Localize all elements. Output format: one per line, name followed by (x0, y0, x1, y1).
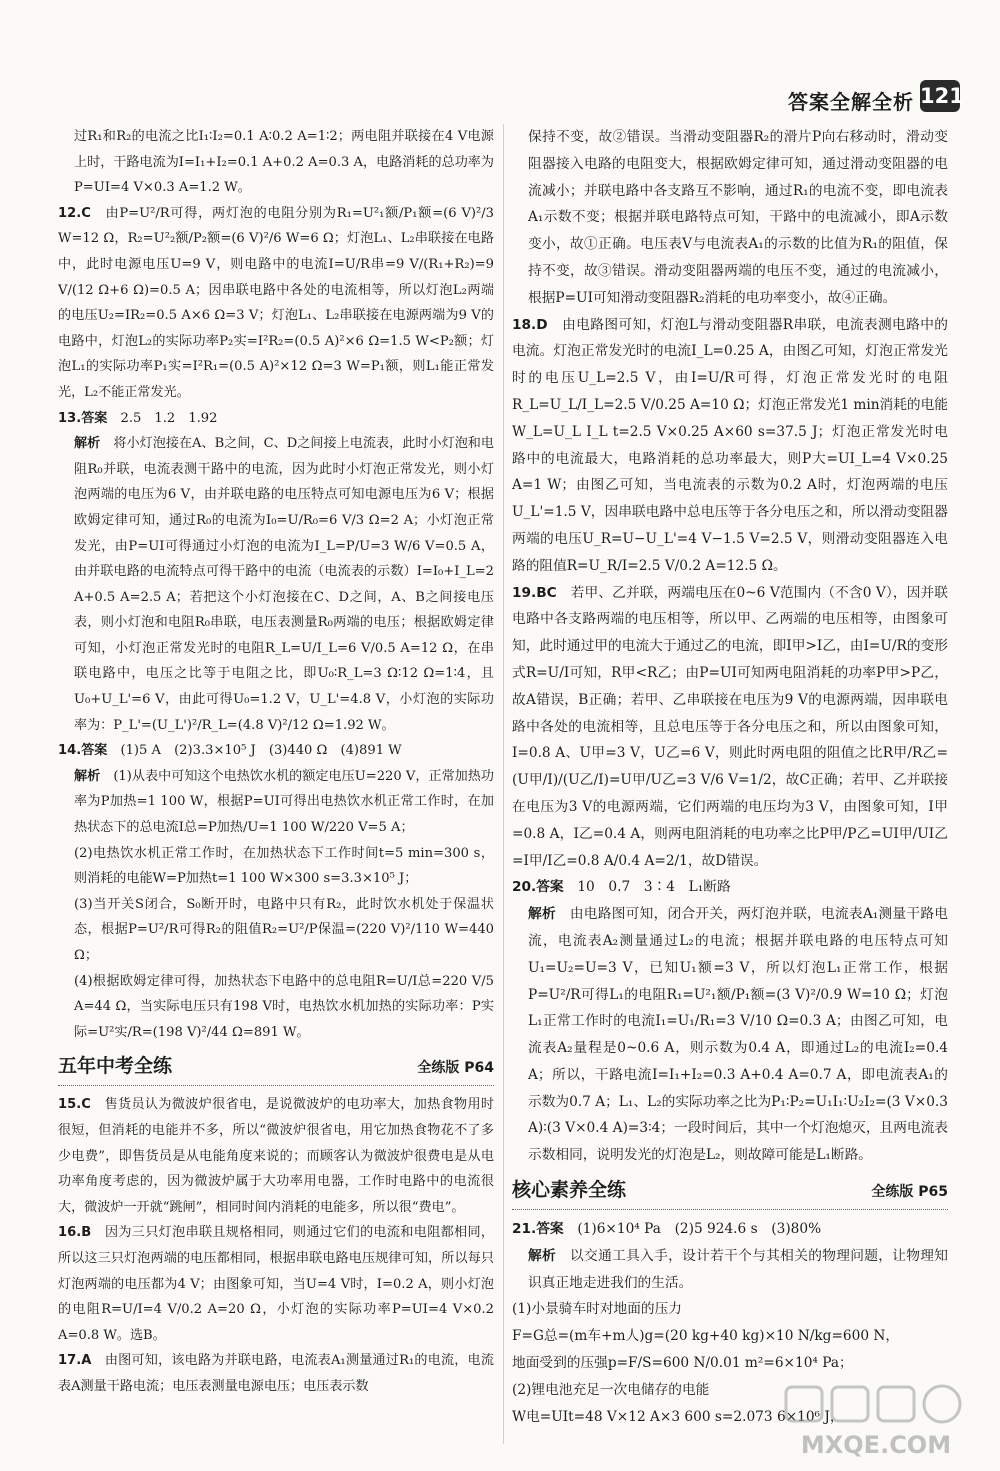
question-number: 20.答案 (512, 879, 564, 896)
section-title: 五年中考全练 (58, 1055, 173, 1078)
answer-item (512, 312, 948, 580)
paragraph-text: (4)根据欧姆定律可得，加热状态下电路中的总电阻R=U/I总=220 V/5 A=44 Ω，当实际电压只有198 V时，电热饮水机加热的实际功率：P实际=U²实/R=(198 V)²/44 Ω=891 W。 (74, 973, 494, 1040)
question-number: 16.B (58, 1225, 92, 1241)
answer-paragraph (58, 764, 494, 841)
answer-paragraph (512, 1243, 948, 1297)
paragraph-text: 因为三只灯泡串联且规格相同，则通过它们的电流和电阻都相同，所以这三只灯泡两端的电压都相同，根据串联电路电压规律可知，所以每只灯泡两端的电压都为4 V；由图象可知，当U=4 V时，I=0.2 A，则小灯泡的电阻R=U/I=4 V/0.2 A=20 Ω，小灯泡的实际功率P=UI=4 V×0.2 A=0.8 W。选B。 (58, 1225, 495, 1343)
analysis-label: 解析 (528, 1247, 557, 1264)
paragraph-text: 由图可知，该电路为并联电路，电流表A₁测量通过R₁的电流，电流表A测量干路电流；电压表测量电源电压；电压表示数 (58, 1353, 495, 1394)
paragraph-text: (1)从表中可知这个电热饮水机的额定电压U=220 V，正常加热功率为P加热=1 100 W，根据P=UI可得出电热饮水机正常工作时，在加热状态下的总电流I总=P加热/U=1 100 W/220 V=5 A； (74, 768, 494, 836)
answer-paragraph (512, 1323, 948, 1350)
page-header (0, 0, 1000, 122)
header-title: 答案全解全析 (788, 90, 914, 114)
paragraph-text: 售货员认为微波炉很省电，是说微波炉的电功率大，加热食物用时很短，但消耗的电能并不多，所以“微波炉很省电，用它加热食物花不了多少电费”，即售货员是从电能角度来说的；而顾客认为微波炉很费电是从电功率角度考虑的，因为微波炉属于大功率用电器，工作时电路中的电流很大，微波炉一开就“跳闸”，相同时间内消耗的电能多，所以很“费电”。 (58, 1097, 495, 1215)
answer-item (58, 1348, 494, 1399)
answer-paragraph (58, 841, 494, 892)
paragraph-text: F=G总=(m车+m人)g=(20 kg+40 kg)×10 N/kg=600 N， (512, 1328, 900, 1345)
paragraph-text: (2)电热饮水机正常工作时，在加热状态下工作时间t=5 min=300 s，则消耗的电能W=P加热t=1 100 W×300 s=3.3×10⁵ J； (74, 845, 494, 887)
answer-item (512, 1216, 948, 1243)
paragraph-text: (1)6×10⁴ Pa (2)5 924.6 s (3)80% (577, 1221, 822, 1238)
answer-item (512, 580, 948, 875)
paragraph-text: 保持不变，故②错误。当滑动变阻器R₂的滑片P向右移动时，滑动变阻器接入电路的电阻变大，根据欧姆定律可知，通过滑动变阻器的电流减小；并联电路中各支路互不影响，通过R₁的电流不变，即电流表A₁示数不变；根据并联电路特点可知，干路中的电流减小，即A示数变小，故①正确。电压表V与电流表A₁的示数的比值为R₁的阻值，保持不变，故③错误。滑动变阻器两端的电压不变，通过的电流减小，根据P=UI可知滑动变阻器R₂消耗的电功率变小，故④正确。 (528, 129, 948, 306)
section-heading (512, 1175, 948, 1210)
answer-paragraph (512, 901, 948, 1169)
paragraph-text: (3)当开关S闭合，S₀断开时，电路中只有R₂，此时饮水机处于保温状态，根据P=U²/R可得R₂的阻值R₂=U²/P保温=(220 V)²/110 W=440 Ω； (74, 896, 494, 963)
answer-paragraph (512, 124, 948, 312)
paragraph-text: 10 0.7 3∶4 L₁断路 (577, 879, 731, 896)
watermark-text: MXQE.COM (800, 1431, 952, 1459)
paragraph-text: (1)小景骑车时对地面的压力 (512, 1301, 682, 1318)
analysis-label: 解析 (74, 768, 101, 784)
paragraph-text: 由P=U²/R可得，两灯泡的电阻分别为R₁=U²₁额/P₁额=(6 V)²/3 W=12 Ω，R₂=U²₂额/P₂额=(6 V)²/6 W=6 Ω；灯泡L₁、L₂串联接在电路中，此时电源电压U=9 V，则电路中的电流I=U/R串=9 V/(R₁+R₂)=9 V/(12 Ω+6 Ω)=0.5 A；因串联电路中各处的电流相等，所以灯泡L₂两端的电压U₂=IR₂=0.5 A×6 Ω=3 V；灯泡L₁、L₂串联接在电源两端为9 V的电路中，灯泡L₂的实际功率P₂实=I²R₂=(0.5 A)²×6 Ω=1.5 W<P₂额；灯泡L₁的实际功率P₁实=I²R₁=(0.5 A)²×12 Ω=3 W=P₁额，则L₁能正常发光，L₂不能正常发光。 (58, 205, 495, 400)
answer-item (58, 406, 494, 432)
paragraph-text: W电=UIt=48 V×12 A×3 600 s=2.073 6×10⁶ J， (512, 1408, 844, 1425)
question-number: 21.答案 (512, 1221, 564, 1238)
question-number: 13.答案 (58, 410, 108, 426)
question-number: 12.C (58, 205, 91, 221)
paragraph-text: 将小灯泡接在A、B之间，C、D之间接上电流表，此时小灯泡和电阻R₀并联，电流表测干路中的电流，因为此时小灯泡正常发光，则小灯泡两端的电压为6 V，由并联电路的电压特点可知电源电压为6 V；根据欧姆定律可知，通过R₀的电流为I₀=U/R₀=6 V/3 Ω=2 A；小灯泡正常发光，由P=UI可得通过小灯泡的电流为I_L=P/U=3 W/6 V=0.5 A，由并联电路的电流特点可得干路中的电流（电流表的示数）I=I₀+I_L=2 A+0.5 A=2.5 A；若把这个小灯泡接在C、D之间，A、B之间接电压表，则小灯泡和电阻R₀串联，电压表测量R₀两端的电压；根据欧姆定律可知，小灯泡正常发光时的电阻R_L=U/I_L=6 V/0.5 A=12 Ω，在串联电路中，电压之比等于电阻之比，即U₀∶R_L=3 Ω∶12 Ω=1∶4，且U₀+U_L'=6 V，由此可得U₀=1.2 V，U_L'=4.8 V，小灯泡的实际功率为：P_L'=(U_L')²/R_L=(4.8 V)²/12 Ω=1.92 W。 (74, 436, 495, 733)
paragraph-text: 由电路图可知，灯泡L与滑动变阻器R串联，电流表测电路中的电流。灯泡正常发光时的电流I_L=0.25 A，由图乙可知，灯泡正常发光时的电压U_L=2.5 V，由I=U/R可得，灯泡正常发光时的电阻R_L=U_L/I_L=2.5 V/0.25 A=10 Ω；灯泡正常发光1 min消耗的电能W_L=U_L I_L t=2.5 V×0.25 A×60 s=37.5 J；灯泡正常发光时电路中的电流最大，电路消耗的总功率最大，则P大=UI_L=4 V×0.25 A=1 W；由图乙可知，当电流表的示数为0.2 A时，灯泡两端的电压U_L'=1.5 V，因串联电路中总电压等于各分电压之和，所以滑动变阻器两端的电压U_R=U−U_L'=4 V−1.5 V=2.5 V，则滑动变阻器连入电路的阻值R=U_R/I=2.5 V/0.2 A=12.5 Ω。 (512, 316, 948, 574)
paragraph-text: 若甲、乙并联，两端电压在0~6 V范围内（不含0 V），因并联电路中各支路两端的电压相等，所以甲、乙两端的电压相等，由图象可知，此时通过甲的电流大于通过乙的电流，即I甲>I乙，由I=U/R的变形式R=U/I可知，R甲<R乙；由P=UI可知两电阻消耗的功率P甲>P乙，故A错误，B正确；若甲、乙串联接在电压为9 V的电源两端，因串联电路中各处的电流相等，且总电压等于各分电压之和，所以由图象可知，I=0.8 A、U甲=3 V，U乙=6 V，则此时两电阻的阻值之比R甲/R乙=(U甲/I)/(U乙/I)=U甲/U乙=3 V/6 V=1/2，故C正确；若甲、乙并联接在电压为3 V的电源两端，它们两端的电压均为3 V，由图象可知，I甲=0.8 A，I乙=0.4 A，则两电阻消耗的电功率之比P甲/P乙=UI甲/UI乙=I甲/I乙=0.8 A/0.4 A=2/1，故D错误。 (512, 584, 948, 869)
answer-item (58, 1220, 494, 1348)
watermark-logo (776, 1381, 976, 1461)
answer-paragraph (58, 124, 494, 201)
paragraph-text: (2)锂电池充足一次电储存的电能 (512, 1381, 710, 1398)
answer-item (58, 201, 494, 406)
column-divider (503, 124, 504, 1444)
answer-paragraph (512, 1296, 948, 1323)
answer-paragraph (58, 892, 494, 969)
answer-item (512, 874, 948, 901)
page-number-badge: 121 (920, 80, 960, 112)
analysis-label: 解析 (528, 906, 556, 923)
paragraph-text: 过R₁和R₂的电流之比I₁∶I₂=0.1 A∶0.2 A=1∶2；两电阻并联接在4 V电源上时，干路电流为I=I₁+I₂=0.1 A+0.2 A=0.3 A，电路消耗的总功率为P=UI=4 V×0.3 A=1.2 W。 (74, 129, 494, 196)
section-page-ref: 全练版 P64 (411, 1055, 494, 1081)
question-number: 17.A (58, 1353, 92, 1369)
paragraph-text: 地面受到的压强p=F/S=600 N/0.01 m²=6×10⁴ Pa； (512, 1355, 853, 1372)
answer-paragraph (58, 431, 494, 738)
section-heading (58, 1051, 494, 1086)
answer-paragraph (58, 969, 494, 1046)
question-number: 19.BC (512, 584, 557, 601)
paragraph-text: 以交通工具入手，设计若干个与其相关的物理问题，让物理知识真正地走进我们的生活。 (528, 1247, 948, 1291)
left-column (58, 124, 494, 1400)
question-number: 14.答案 (58, 743, 108, 759)
question-number: 15.C (58, 1097, 91, 1113)
right-column (512, 124, 948, 1430)
question-number: 18.D (512, 316, 548, 333)
answer-item (58, 1092, 494, 1220)
section-page-ref: 全练版 P65 (865, 1179, 948, 1205)
analysis-label: 解析 (74, 436, 101, 452)
paragraph-text: (1)5 A (2)3.3×10⁵ J (3)440 Ω (4)891 W (120, 743, 402, 759)
answer-item (58, 738, 494, 764)
paragraph-text: 2.5 1.2 1.92 (120, 410, 218, 426)
answer-paragraph (512, 1350, 948, 1377)
paragraph-text: 由电路图可知，闭合开关，两灯泡并联，电流表A₁测量干路电流，电流表A₂测量通过L₂的电流；根据并联电路的电压特点可知U₁=U₂=U=3 V，已知U₁额=3 V，所以灯泡L₁正常工作，根据P=U²/R可得L₁的电阻R₁=U²₁额/P₁额=(3 V)²/0.9 W=10 Ω；灯泡L₁正常工作时的电流I₁=U₁/R₁=3 V/10 Ω=0.3 A；由图乙可知，电流表A₂量程是0~0.6 A，则示数为0.4 A，即通过L₂的电流I₂=0.4 A；所以，干路电流I=I₁+I₂=0.3 A+0.4 A=0.7 A，即电流表A₁的示数为0.7 A；L₁、L₂的实际功率之比为P₁∶P₂=U₁I₁∶U₂I₂=(3 V×0.3 A)∶(3 V×0.4 A)=3∶4；一段时间后，其中一个灯泡熄灭，且两电流表示数相同，说明发光的灯泡是L₂，则故障可能是L₁断路。 (528, 906, 948, 1164)
section-title: 核心素养全练 (512, 1179, 627, 1202)
